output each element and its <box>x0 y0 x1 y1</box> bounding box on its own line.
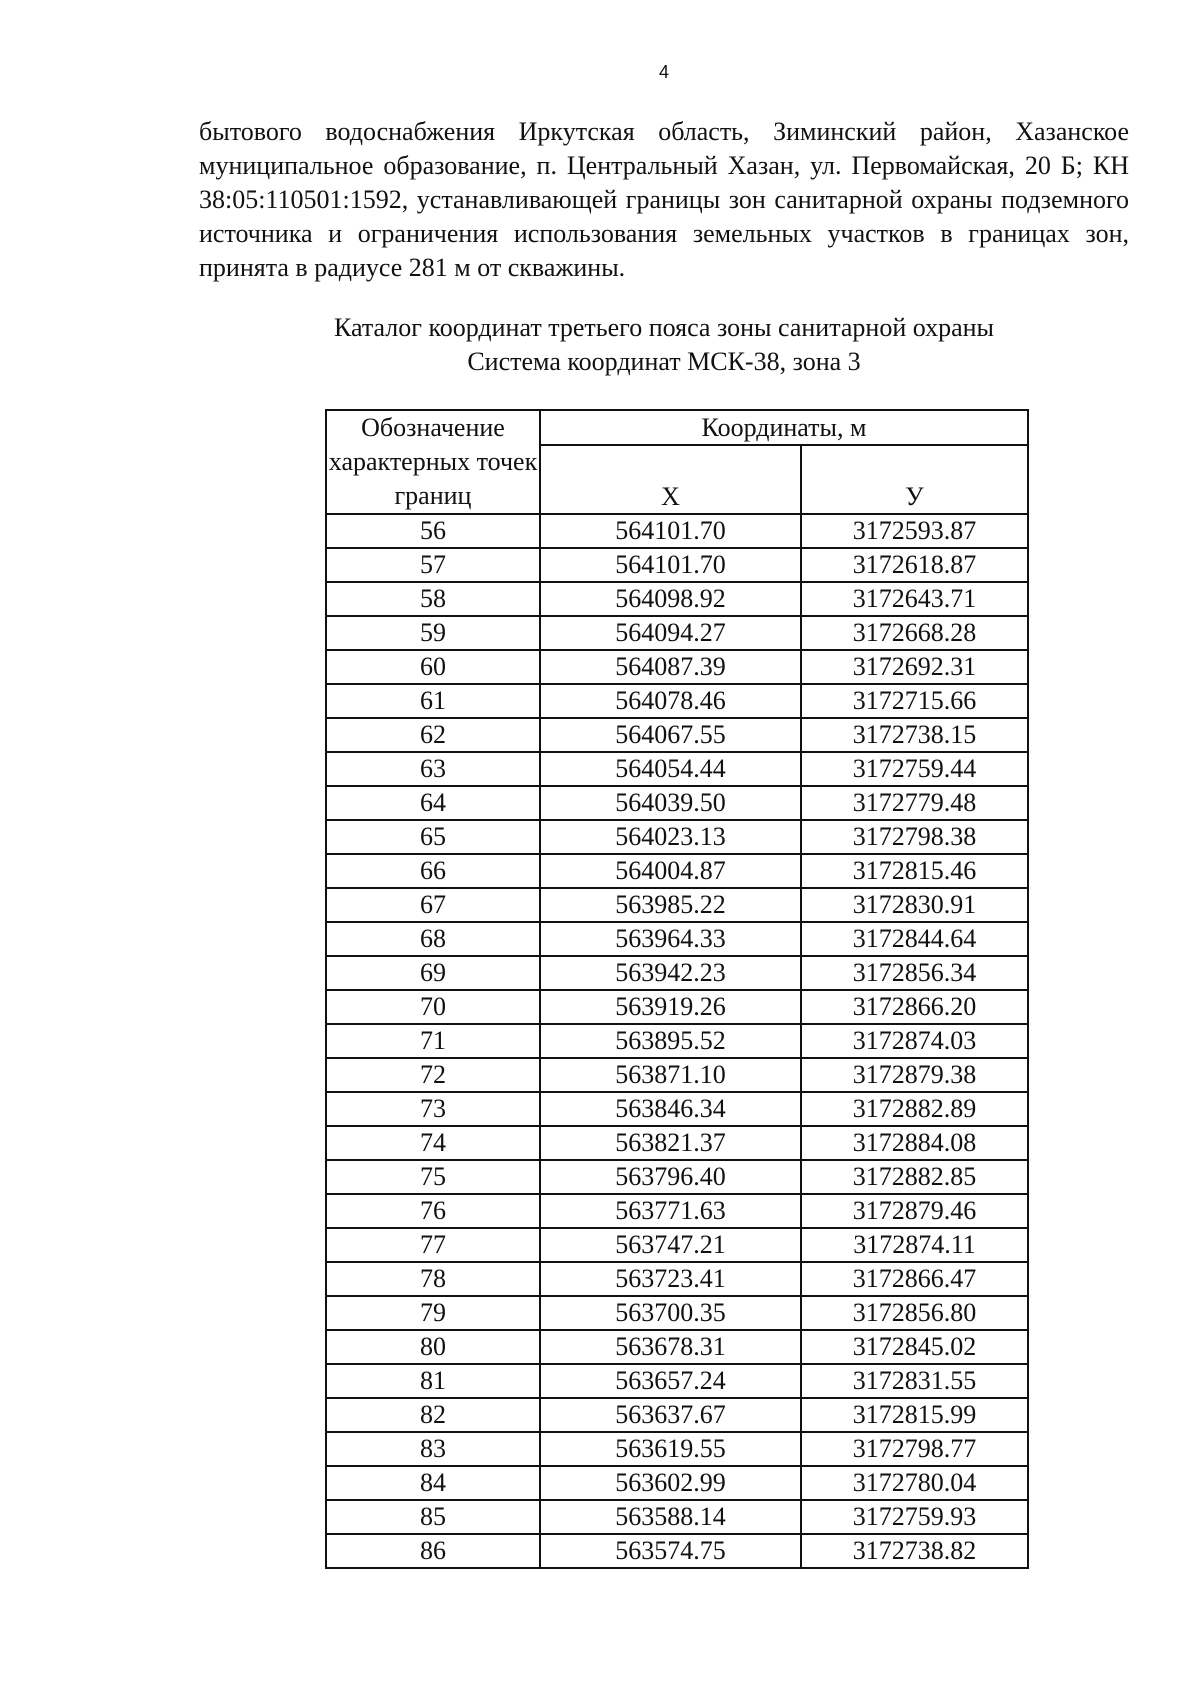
table-row <box>326 1092 1028 1126</box>
cell-x: 564054.44 <box>540 752 801 786</box>
cell-point: 61 <box>326 684 540 718</box>
cell-x: 563747.21 <box>540 1228 801 1262</box>
cell-x: 563964.33 <box>540 922 801 956</box>
cell-point: 72 <box>326 1058 540 1092</box>
cell-x: 563985.22 <box>540 888 801 922</box>
cell-y: 3172738.15 <box>801 718 1028 752</box>
cell-y: 3172856.80 <box>801 1296 1028 1330</box>
table-row <box>326 1262 1028 1296</box>
cell-y: 3172866.20 <box>801 990 1028 1024</box>
table-row <box>326 616 1028 650</box>
cell-point: 63 <box>326 752 540 786</box>
cell-x: 563821.37 <box>540 1126 801 1160</box>
cell-point: 67 <box>326 888 540 922</box>
table-row <box>326 956 1028 990</box>
cell-x: 564039.50 <box>540 786 801 820</box>
table-row <box>326 854 1028 888</box>
table-row <box>326 650 1028 684</box>
cell-x: 564098.92 <box>540 582 801 616</box>
cell-point: 77 <box>326 1228 540 1262</box>
cell-y: 3172844.64 <box>801 922 1028 956</box>
cell-y: 3172798.38 <box>801 820 1028 854</box>
cell-y: 3172879.38 <box>801 1058 1028 1092</box>
table-row <box>326 718 1028 752</box>
header-coordinates: Координаты, м <box>540 410 1028 445</box>
cell-x: 564101.70 <box>540 514 801 548</box>
cell-x: 563895.52 <box>540 1024 801 1058</box>
cell-point: 56 <box>326 514 540 548</box>
header-point-designation: Обозначение характерных точек границ <box>326 410 540 514</box>
table-row <box>326 752 1028 786</box>
cell-y: 3172830.91 <box>801 888 1028 922</box>
cell-point: 71 <box>326 1024 540 1058</box>
cell-y: 3172618.87 <box>801 548 1028 582</box>
cell-y: 3172759.93 <box>801 1500 1028 1534</box>
body-paragraph: бытового водоснабжения Иркутская область, Зиминский район, Хазанское муниципальное образование, п. Центральный Хазан, ул. Первомайская, 20 Б; КН 38:05:110501:1592, устанавливающей границы зон санитарной охраны подземного источника и ограничения использования земельных участков в границах зон, принята в радиусе 281 м от скважины. <box>199 117 1129 282</box>
cell-x: 563588.14 <box>540 1500 801 1534</box>
cell-y: 3172715.66 <box>801 684 1028 718</box>
cell-point: 74 <box>326 1126 540 1160</box>
cell-x: 564004.87 <box>540 854 801 888</box>
caption-coordinate-system: Система координат МСК-38, зона 3 <box>467 347 861 376</box>
coordinates-table <box>325 409 1029 1569</box>
table-row <box>326 1398 1028 1432</box>
cell-point: 84 <box>326 1466 540 1500</box>
cell-point: 79 <box>326 1296 540 1330</box>
cell-x: 563700.35 <box>540 1296 801 1330</box>
cell-x: 563919.26 <box>540 990 801 1024</box>
table-row <box>326 1364 1028 1398</box>
table-row <box>326 548 1028 582</box>
cell-y: 3172874.11 <box>801 1228 1028 1262</box>
table-row <box>326 888 1028 922</box>
cell-x: 563846.34 <box>540 1092 801 1126</box>
cell-y: 3172831.55 <box>801 1364 1028 1398</box>
cell-point: 70 <box>326 990 540 1024</box>
cell-y: 3172856.34 <box>801 956 1028 990</box>
table-row <box>326 1160 1028 1194</box>
cell-point: 65 <box>326 820 540 854</box>
cell-point: 80 <box>326 1330 540 1364</box>
cell-point: 58 <box>326 582 540 616</box>
cell-x: 563602.99 <box>540 1466 801 1500</box>
table-row <box>326 1126 1028 1160</box>
cell-point: 66 <box>326 854 540 888</box>
table-row <box>326 1432 1028 1466</box>
cell-x: 564078.46 <box>540 684 801 718</box>
cell-y: 3172738.82 <box>801 1534 1028 1568</box>
table-row <box>326 1194 1028 1228</box>
cell-x: 563637.67 <box>540 1398 801 1432</box>
header-y: У <box>801 445 1028 514</box>
cell-x: 563771.63 <box>540 1194 801 1228</box>
cell-point: 81 <box>326 1364 540 1398</box>
cell-x: 564101.70 <box>540 548 801 582</box>
cell-y: 3172780.04 <box>801 1466 1028 1500</box>
cell-y: 3172815.99 <box>801 1398 1028 1432</box>
table-row <box>326 922 1028 956</box>
cell-point: 73 <box>326 1092 540 1126</box>
cell-point: 64 <box>326 786 540 820</box>
table-row <box>326 1330 1028 1364</box>
cell-y: 3172866.47 <box>801 1262 1028 1296</box>
cell-y: 3172882.85 <box>801 1160 1028 1194</box>
table-caption <box>0 311 1200 379</box>
cell-x: 563723.41 <box>540 1262 801 1296</box>
cell-x: 564067.55 <box>540 718 801 752</box>
table-row <box>326 990 1028 1024</box>
cell-point: 76 <box>326 1194 540 1228</box>
cell-y: 3172815.46 <box>801 854 1028 888</box>
cell-y: 3172668.28 <box>801 616 1028 650</box>
cell-point: 59 <box>326 616 540 650</box>
table-row <box>326 1534 1028 1568</box>
table-row <box>326 1296 1028 1330</box>
header-x: X <box>540 445 801 514</box>
cell-x: 564023.13 <box>540 820 801 854</box>
cell-x: 563942.23 <box>540 956 801 990</box>
cell-point: 62 <box>326 718 540 752</box>
cell-y: 3172879.46 <box>801 1194 1028 1228</box>
cell-x: 563619.55 <box>540 1432 801 1466</box>
cell-point: 69 <box>326 956 540 990</box>
table-row <box>326 1024 1028 1058</box>
table-row <box>326 514 1028 548</box>
cell-point: 75 <box>326 1160 540 1194</box>
cell-y: 3172759.44 <box>801 752 1028 786</box>
cell-x: 563796.40 <box>540 1160 801 1194</box>
cell-point: 78 <box>326 1262 540 1296</box>
table-row <box>326 582 1028 616</box>
cell-y: 3172884.08 <box>801 1126 1028 1160</box>
cell-x: 563871.10 <box>540 1058 801 1092</box>
cell-y: 3172692.31 <box>801 650 1028 684</box>
table-row <box>326 684 1028 718</box>
cell-point: 57 <box>326 548 540 582</box>
cell-x: 563574.75 <box>540 1534 801 1568</box>
table-row <box>326 786 1028 820</box>
table-row <box>326 1058 1028 1092</box>
page-number: 4 <box>658 62 669 82</box>
table-row <box>326 1228 1028 1262</box>
table-row <box>326 820 1028 854</box>
cell-y: 3172882.89 <box>801 1092 1028 1126</box>
cell-point: 60 <box>326 650 540 684</box>
cell-point: 82 <box>326 1398 540 1432</box>
caption-title: Каталог координат третьего пояса зоны санитарной охраны <box>333 313 995 342</box>
cell-point: 86 <box>326 1534 540 1568</box>
cell-point: 85 <box>326 1500 540 1534</box>
cell-point: 68 <box>326 922 540 956</box>
coordinates-table-body <box>326 514 1028 1568</box>
table-row <box>326 1500 1028 1534</box>
cell-x: 564087.39 <box>540 650 801 684</box>
cell-point: 83 <box>326 1432 540 1466</box>
table-row <box>326 1466 1028 1500</box>
cell-x: 563657.24 <box>540 1364 801 1398</box>
cell-y: 3172798.77 <box>801 1432 1028 1466</box>
cell-y: 3172779.48 <box>801 786 1028 820</box>
cell-y: 3172874.03 <box>801 1024 1028 1058</box>
cell-y: 3172643.71 <box>801 582 1028 616</box>
cell-x: 563678.31 <box>540 1330 801 1364</box>
cell-y: 3172845.02 <box>801 1330 1028 1364</box>
cell-x: 564094.27 <box>540 616 801 650</box>
cell-y: 3172593.87 <box>801 514 1028 548</box>
